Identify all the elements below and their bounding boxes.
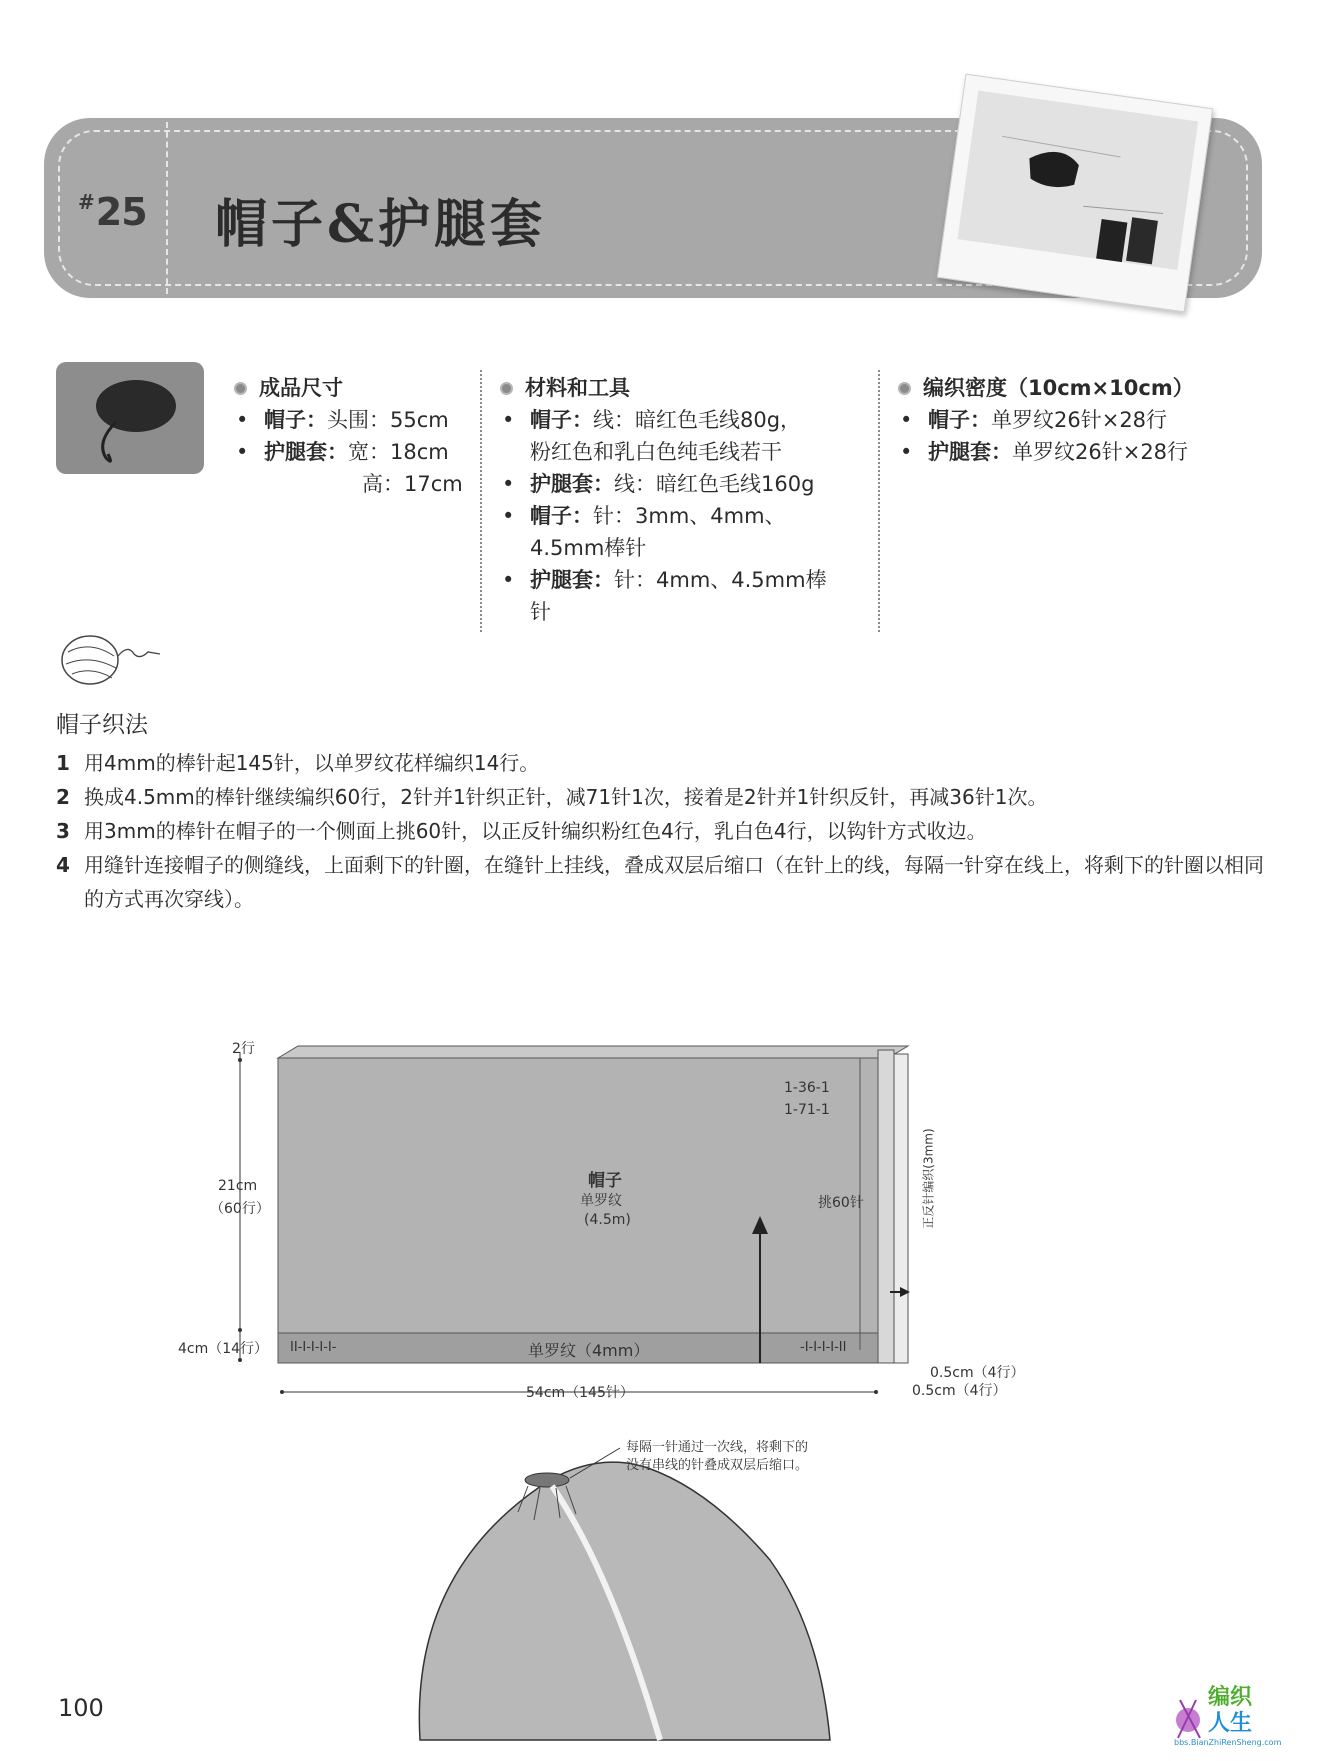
label-decrease-1: 1-36-1: [784, 1080, 830, 1096]
label-rib: 单罗纹（4mm）: [528, 1341, 650, 1360]
yarn-logo-icon: [1176, 1708, 1200, 1732]
yarn-ball-icon: [96, 380, 176, 432]
method-steps: [56, 746, 1266, 916]
step-item: 4 用缝针连接帽子的侧缝线，上面剩下的针圈，在缝针上挂线，叠成双层后缩口（在针上的线，每隔一针穿在线上，将剩下的针圈以相同的方式再次穿线）。: [56, 853, 1264, 911]
spec-materials-heading: 材料和工具: [525, 376, 630, 400]
step-item: 2 换成4.5mm的棒针继续编织60行，2针并1针织正针，减71针1次，接着是2针并1针织反针，再减36针1次。: [56, 785, 1048, 809]
column-divider: [878, 370, 880, 632]
page-title: 帽子&护腿套: [215, 194, 546, 255]
spec-gauge-heading: 编织密度（10cm×10cm）: [923, 376, 1194, 400]
bullet-icon: [500, 382, 513, 395]
label-rib-right: -I-I-I-I-II: [800, 1340, 847, 1355]
bullet-icon: [234, 382, 247, 395]
yarn-doodle-icon: [56, 630, 166, 690]
banner-divider: [166, 122, 168, 294]
label-piece-stitch: 单罗纹: [580, 1193, 622, 1209]
hat-top-gather-icon: [525, 1473, 569, 1487]
page-number: 100: [58, 1694, 104, 1722]
label-pickup: 挑60针: [818, 1195, 864, 1211]
bullet-icon: [898, 382, 911, 395]
label-height-rib: 4cm（14行）: [178, 1341, 269, 1357]
label-height-rows: （60行）: [210, 1201, 270, 1217]
label-piece-needle: (4.5m): [584, 1212, 631, 1228]
yarn-thumbnail: [56, 362, 204, 474]
label-piece-name: 帽子: [588, 1171, 622, 1191]
spec-gauge: 编织密度（10cm×10cm） • 帽子：单罗纹26针×28行 • 护腿套：单罗纹26针×28行: [898, 372, 1258, 468]
pattern-number: #25: [78, 190, 147, 234]
label-side-band: 正反针编织(3mm): [921, 1128, 936, 1229]
spec-size-heading: 成品尺寸: [259, 376, 343, 400]
label-edge-1: 0.5cm（4行）: [930, 1365, 1025, 1381]
method-title: 帽子织法: [56, 712, 148, 738]
hat-photo-icon: [1026, 148, 1080, 190]
spec-size: 成品尺寸 • 帽子：头围：55cm • 护腿套：宽：18cm 高：17cm: [234, 372, 474, 500]
step-item: 1 用4mm的棒针起145针，以单罗纹花样编织14行。: [56, 751, 540, 775]
label-note-line2: 没有串线的针叠成双层后缩口。: [626, 1458, 809, 1473]
step-item: 3 用3mm的棒针在帽子的一个侧面上挑60针，以正反针编织粉红色4行，乳白色4行，以钩针方式收边。: [56, 819, 987, 843]
site-logo: 编织 人生 bbs.BianZhiRenSheng.com: [1174, 1685, 1282, 1747]
label-width: 54cm（145针）: [526, 1385, 634, 1401]
product-photo: [937, 74, 1213, 313]
spec-materials: 材料和工具 • 帽子：线：暗红色毛线80g， 粉红色和乳白色纯毛线若干 • 护腿套：线：暗红色毛线160g • 帽子：针：3mm、4mm、 4.5mm棒针 • 护腿套：针：4mm、4.5mm棒 针: [500, 372, 870, 628]
label-decrease-2: 1-71-1: [784, 1102, 830, 1118]
label-rib-left: II-I-I-I-I-: [290, 1340, 337, 1355]
column-divider: [480, 370, 482, 632]
legwarmer-photo-icon: [1096, 219, 1127, 262]
label-edge-2: 0.5cm（4行）: [912, 1383, 1007, 1399]
hat-illustration: [400, 1430, 940, 1750]
side-band-shape: [878, 1050, 894, 1363]
label-height-main: 21cm: [218, 1178, 258, 1194]
label-top-rows: 2行: [232, 1041, 255, 1057]
label-note-line1: 每隔一针通过一次线，将剩下的: [626, 1440, 809, 1455]
